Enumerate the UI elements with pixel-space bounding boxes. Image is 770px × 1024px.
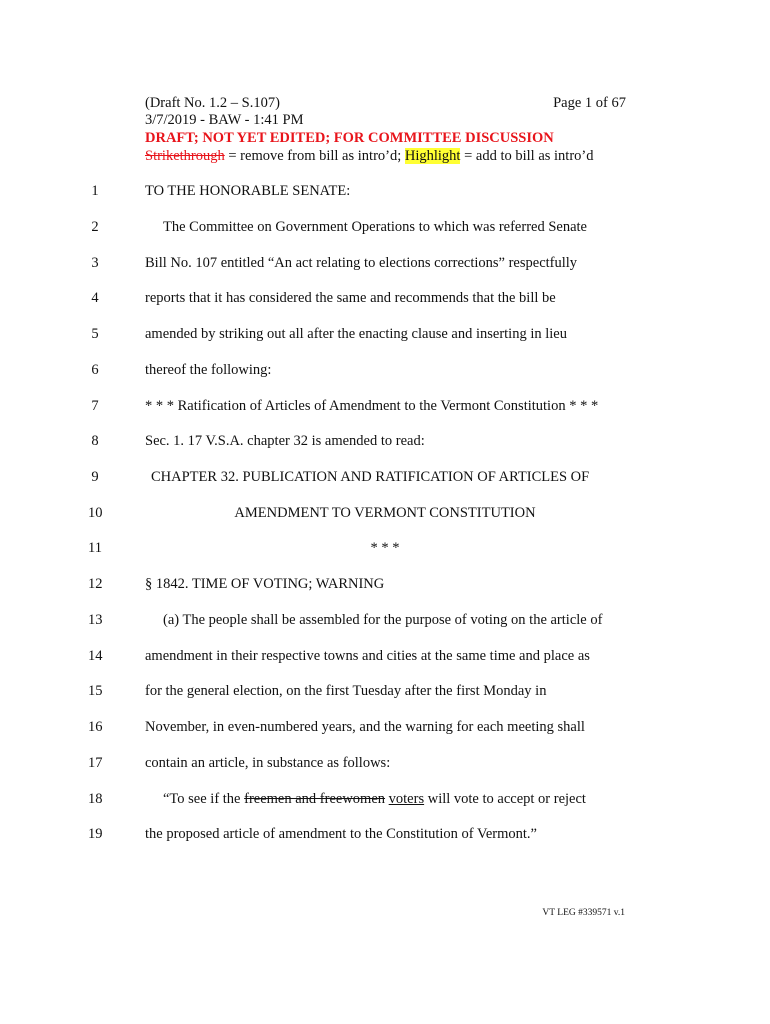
bill-line: (a) The people shall be assembled for the purpose of voting on the article of [163,612,603,628]
line-number: 16 [88,719,103,735]
section-divider-heading: * * * Ratification of Articles of Amendment to the Vermont Constitution * * * [145,398,599,414]
line-number: 15 [88,683,103,699]
bill-line: contain an article, in substance as follows: [145,755,391,771]
legend-add-text: = add to bill as intro’d [460,148,594,164]
line-number: 1 [91,183,99,199]
document-id-footer: VT LEG #339571 v.1 [542,908,625,918]
line-number: 8 [91,433,99,449]
omission-marker: * * * [370,540,400,556]
struck-text: freemen and freewomen [244,791,386,807]
draft-status: DRAFT; NOT YET EDITED; FOR COMMITTEE DISCUSSION [145,130,554,146]
chapter-heading: AMENDMENT TO VERMONT CONSTITUTION [234,505,536,521]
line-number: 17 [88,755,103,771]
section-heading: Sec. 1. 17 V.S.A. chapter 32 is amended to read: [145,433,425,449]
legend-strikethrough: Strikethrough [145,148,225,164]
line-number: 9 [91,469,99,485]
bill-line: reports that it has considered the same and recommends that the bill be [145,290,556,306]
line-number: 14 [88,648,103,664]
bill-line: Bill No. 107 entitled “An act relating to elections corrections” respectfully [145,255,578,271]
line-number: 3 [91,255,99,271]
bill-line: amended by striking out all after the enacting clause and inserting in lieu [145,326,567,342]
line-number: 2 [91,219,99,235]
chapter-heading: CHAPTER 32. PUBLICATION AND RATIFICATION OF ARTICLES OF [151,469,590,485]
line-number: 10 [88,505,103,521]
markup-legend [145,148,594,165]
line-number: 7 [91,398,99,414]
quote-start: “To see if the [163,791,245,807]
bill-line: thereof the following: [145,362,272,378]
line-number: 5 [91,326,99,342]
page-number: Page 1 of 67 [553,95,626,111]
quote-rest: will vote to accept or reject [424,791,586,807]
bill-line: amendment in their respective towns and cities at the same time and place as [145,648,590,664]
line-number: 11 [88,540,102,556]
line-number: 4 [91,290,99,306]
draft-number: (Draft No. 1.2 – S.107) [145,95,280,111]
bill-line [163,791,586,808]
line-number: 13 [88,612,103,628]
legend-highlight: Highlight [404,148,461,164]
section-title: § 1842. TIME OF VOTING; WARNING [145,576,385,592]
legend-remove-text: = remove from bill as intro’d; [224,148,405,164]
bill-line: the proposed article of amendment to the Constitution of Vermont.” [145,826,537,842]
bill-line: The Committee on Government Operations to which was referred Senate [163,219,587,235]
line-number: 18 [88,791,103,807]
date-line: 3/7/2019 - BAW - 1:41 PM [145,112,304,128]
line-number: 6 [91,362,99,378]
inserted-text: voters [388,791,425,807]
line-number: 12 [88,576,103,592]
bill-line: November, in even-numbered years, and the warning for each meeting shall [145,719,585,735]
line-number: 19 [88,826,103,842]
bill-line: for the general election, on the first Tuesday after the first Monday in [145,683,547,699]
bill-line: TO THE HONORABLE SENATE: [145,183,351,199]
